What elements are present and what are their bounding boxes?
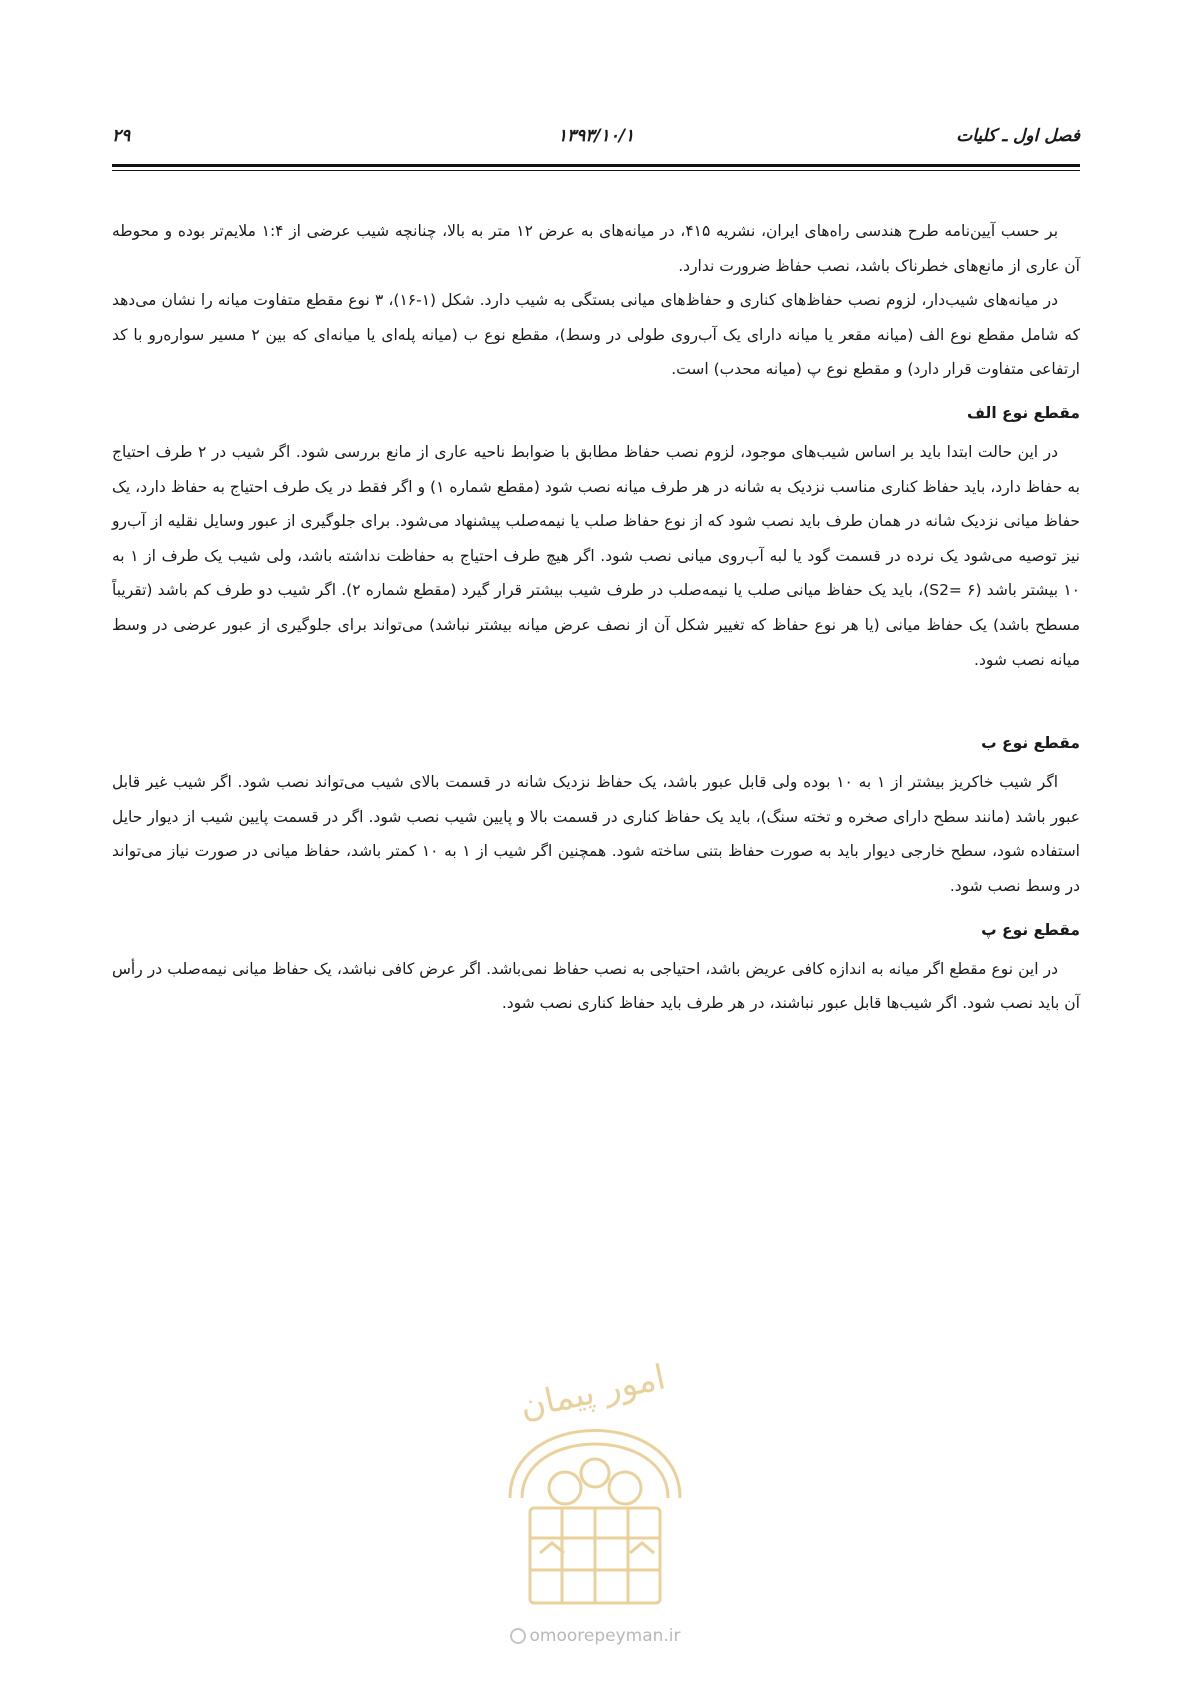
paragraph-3: در این حالت ابتدا باید بر اساس شیب‌های موجود، لزوم نصب حفاظ مطابق با ضوابط ناحیه عاری از مانع بررسی شود. اگر شیب در ۲ طرف احتیاج به حفاظ دارد، باید حفاظ کناری مناسب نزدیک به شانه در هر طرف میانه نصب شود (مقطع شماره ۱) و اگر فقط در یک طرف احتیاج به حفاظ دارد، یک حفاظ میانی نزدیک شانه در همان طرف باید نصب شود که از نوع حفاظ صلب یا نیمه‌صلب پیشنهاد می‌شود. برای جلوگیری از عبور وسایل نقلیه از آب‌رو نیز توصیه می‌شود یک نرده در قسمت گود یا لبه آب‌روی میانی نصب شود. اگر هیچ طرف احتیاج به حفاظت نداشته باشد، ولی شیب یک طرف از ۱ به ۱۰ بیشتر باشد (S2= ۶)، باید یک حفاظ میانی صلب یا نیمه‌صلب در طرف شیب بیشتر قرار گیرد (مقطع شماره ۲). اگر شیب دو طرف کم باشد (تقریباً مسطح باشد) یک حفاظ میانی (یا هر نوع حفاظ که تغییر شکل آن از نصف عرض میانه بیشتر نباشد) می‌تواند برای جلوگیری از عبور عرضی در وسط میانه نصب شود. [112,442,1080,669]
at-icon [510,1628,526,1644]
paragraph-1: بر حسب آیین‌نامه طرح هندسی راه‌های ایران، نشریه ۴۱۵، در میانه‌های به عرض ۱۲ متر به بالا، چنانچه شیب عرضی از ۱:۴ ملایم‌تر بوده و محوطه آن عاری از مانع‌های خطرناک باشد، نصب حفاظ ضرورت ندارد. [112,222,1080,275]
page-body [112,214,1080,1021]
paragraph-5: در این نوع مقطع اگر میانه به اندازه کافی عریض باشد، احتیاجی به نصب حفاظ نمی‌باشد. اگر عرض کافی نباشد، یک حفاظ میانی نیمه‌صلب در رأس آن باید نصب شود. اگر شیب‌ها قابل عبور نباشند، در هر طرف باید حفاظ کناری نصب شود. [112,959,1080,1013]
heading-section-b: مقطع نوع ب [981,734,1080,753]
heading-section-a: مقطع نوع الف [967,403,1080,422]
paragraph-4: اگر شیب خاکریز بیشتر از ۱ به ۱۰ بوده ولی قابل عبور باشد، یک حفاظ نزدیک شانه در قسمت بالای شیب می‌تواند نصب شود. اگر شیب غیر قابل عبور باشد (مانند سطح دارای صخره و تخته سنگ)، باید یک حفاظ کناری در قسمت بالا و پایین شیب نصب شود. اگر در قسمت پایین شیب از دیوار حایل استفاده شود، سطح خارجی دیوار باید به صورت حفاظ بتنی ساخته شود. همچنین اگر شیب از ۱ به ۱۰ کمتر باشد، حفاظ میانی در صورت نیاز می‌تواند در وسط نصب شود. [112,773,1080,895]
heading-section-p: مقطع نوع پ [981,920,1080,939]
header-date: ۱۳۹۳/۱۰/۱ [557,126,635,146]
page-header [112,126,1080,152]
watermark-logo [470,1348,720,1620]
watermark-logo-text: امور پیمان [516,1357,669,1428]
page-number: ۲۹ [112,126,131,146]
paragraph-2: در میانه‌های شیب‌دار، لزوم نصب حفاظ‌های کناری و حفاظ‌های میانی بستگی به شیب دارد. شکل (۱-۱۶)، ۳ نوع مقطع متفاوت میانه را نشان می‌دهد که شامل مقطع نوع الف (میانه مقعر یا میانه دارای یک آب‌روی طولی در وسط)، مقطع نوع ب (میانه پله‌ای یا میانه‌ای که بین ۲ مسیر سواره‌رو با کد ارتفاعی متفاوت قرار دارد) و مقطع نوع پ (میانه محدب) است. [112,291,1080,379]
chapter-title: فصل اول ـ کلیات [956,126,1080,146]
section-spacer [112,677,1080,717]
header-rule-thick [112,164,1080,167]
header-rule-thin [112,170,1080,171]
watermark-url: omoorepeyman.ir [0,1626,1191,1646]
